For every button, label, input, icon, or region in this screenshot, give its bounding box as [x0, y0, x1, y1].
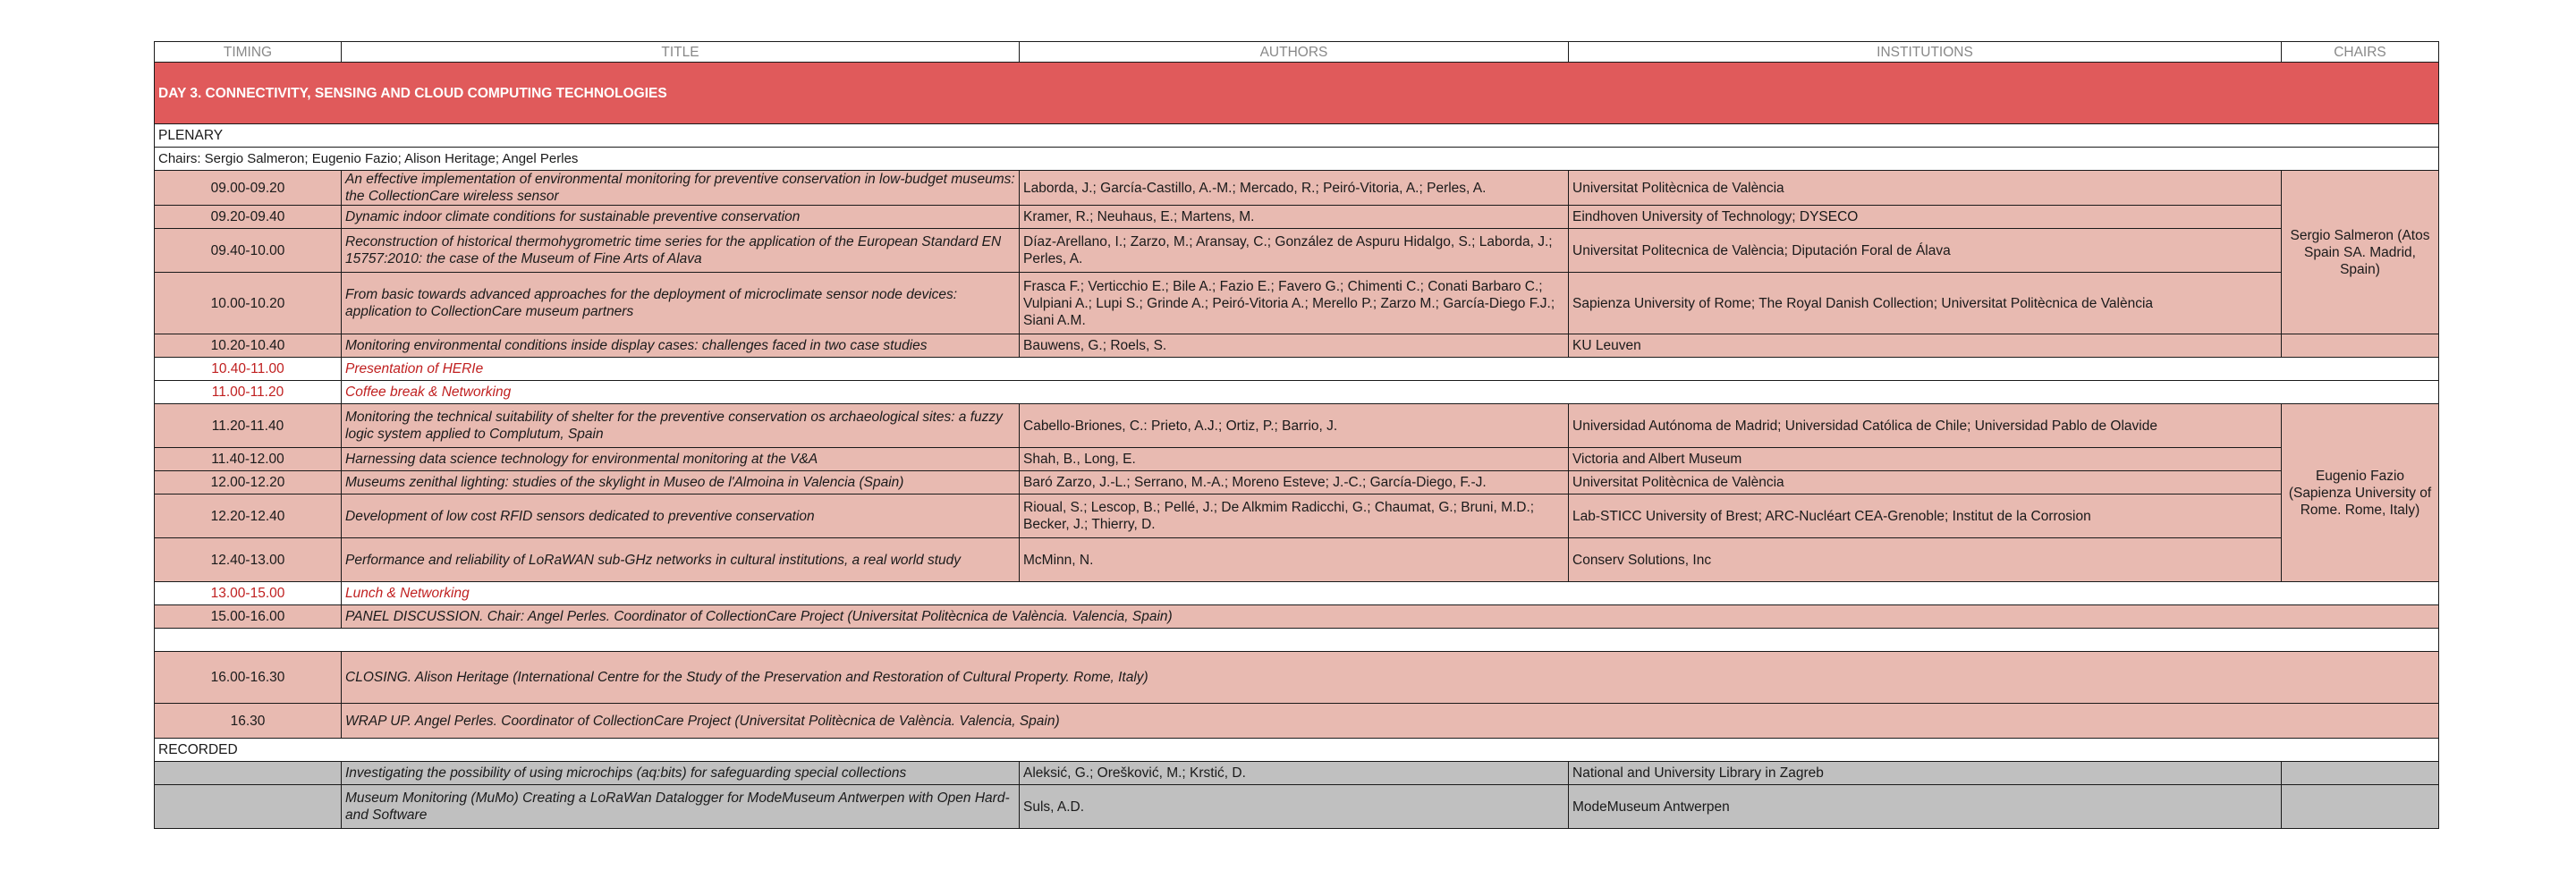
closing-text: CLOSING. Alison Heritage (International Centre for the Study of the Preservation and Restoration of Cultural Property. Rome, Italy) [342, 652, 2439, 704]
talk-institutions: Universitat Politecnica de València; Diputación Foral de Álava [1569, 229, 2282, 273]
talk-authors: Frasca F.; Verticchio E.; Bile A.; Fazio E.; Favero G.; Chimenti C.; Conati Barbaro C.; Vulpiani A.; Lupi S.; Grinde A.; Peiró-Vitoria A.; Merello P.; Zarzo M.; García-Diego F.J.; Siani A.M. [1020, 273, 1569, 334]
talk-time: 11.40-12.00 [155, 448, 342, 471]
talk-title: From basic towards advanced approaches for the deployment of microclimate sensor node devices: application to CollectionCare museum partners [342, 273, 1020, 334]
talk-time: 09.00-09.20 [155, 171, 342, 206]
recorded-time-empty [155, 785, 342, 829]
break-row [155, 582, 2439, 605]
recorded-title: Investigating the possibility of using microchips (aq:bits) for safeguarding special collections [342, 762, 1020, 785]
timing-header: TIMING [155, 42, 342, 63]
talk-title: Performance and reliability of LoRaWAN sub-GHz networks in cultural institutions, a real world study [342, 538, 1020, 582]
break-row [155, 358, 2439, 381]
table-row [155, 273, 2439, 334]
talk-authors: Rioual, S.; Lescop, B.; Pellé, J.; De Alkmim Radicchi, G.; Chaumat, G.; Bruni, M.D.; Becker, J.; Thierry, D. [1020, 494, 1569, 538]
session-chair: Sergio Salmeron (Atos Spain SA. Madrid, Spain) [2282, 171, 2439, 334]
talk-title: Museums zenithal lighting: studies of the skylight in Museo de l'Almoina in Valencia (Spain) [342, 471, 1020, 494]
wrapup-time: 16.30 [155, 704, 342, 739]
talk-institutions: Victoria and Albert Museum [1569, 448, 2282, 471]
talk-authors: Laborda, J.; García-Castillo, A.-M.; Mercado, R.; Peiró-Vitoria, A.; Perles, A. [1020, 171, 1569, 206]
table-row [155, 538, 2439, 582]
authors-header: AUTHORS [1020, 42, 1569, 63]
wrapup-text: WRAP UP. Angel Perles. Coordinator of CollectionCare Project (Universitat Politècnica de València. Valencia, Spain) [342, 704, 2439, 739]
break-label: Lunch & Networking [342, 582, 2439, 605]
recorded-title: Museum Monitoring (MuMo) Creating a LoRaWan Datalogger for ModeMuseum Antwerpen with Open Hard- and Software [342, 785, 1020, 829]
plenary-row [155, 124, 2439, 148]
talk-authors: Díaz-Arellano, I.; Zarzo, M.; Aransay, C.; González de Aspuru Hidalgo, S.; Laborda, J.; Perles, A. [1020, 229, 1569, 273]
break-label: Coffee break & Networking [342, 381, 2439, 404]
table-row [155, 171, 2439, 206]
recorded-authors: Aleksić, G.; Orešković, M.; Krstić, D. [1020, 762, 1569, 785]
title-header: TITLE [342, 42, 1020, 63]
program-table [154, 41, 2439, 829]
talk-time: 09.20-09.40 [155, 206, 342, 229]
table-row [155, 448, 2439, 471]
talk-institutions: Conserv Solutions, Inc [1569, 538, 2282, 582]
talk-title: Monitoring environmental conditions inside display cases: challenges faced in two case studies [342, 334, 1020, 358]
day-title: DAY 3. CONNECTIVITY, SENSING AND CLOUD COMPUTING TECHNOLOGIES [155, 63, 2439, 124]
recorded-institutions: National and University Library in Zagreb [1569, 762, 2282, 785]
recorded-chair-empty [2282, 785, 2439, 829]
table-row [155, 494, 2439, 538]
talk-authors: Kramer, R.; Neuhaus, E.; Martens, M. [1020, 206, 1569, 229]
panel-row [155, 605, 2439, 629]
talk-institutions: Universitat Politècnica de València [1569, 471, 2282, 494]
table-row [155, 334, 2439, 358]
recorded-institutions: ModeMuseum Antwerpen [1569, 785, 2282, 829]
talk-time: 12.00-12.20 [155, 471, 342, 494]
recorded-authors: Suls, A.D. [1020, 785, 1569, 829]
talk-time: 12.20-12.40 [155, 494, 342, 538]
panel-time: 15.00-16.00 [155, 605, 342, 629]
talk-institutions: Universidad Autónoma de Madrid; Universidad Católica de Chile; Universidad Pablo de Olavide [1569, 404, 2282, 448]
header-row [155, 42, 2439, 63]
talk-time: 10.00-10.20 [155, 273, 342, 334]
break-label: Presentation of HERIe [342, 358, 2439, 381]
talk-time: 11.20-11.40 [155, 404, 342, 448]
talk-institutions: Lab-STICC University of Brest; ARC-Nucléart CEA-Grenoble; Institut de la Corrosion [1569, 494, 2282, 538]
plenary-chairs: Chairs: Sergio Salmeron; Eugenio Fazio; Alison Heritage; Angel Perles [155, 148, 2439, 171]
talk-title: Development of low cost RFID sensors dedicated to preventive conservation [342, 494, 1020, 538]
talk-title: Harnessing data science technology for environmental monitoring at the V&A [342, 448, 1020, 471]
break-time: 10.40-11.00 [155, 358, 342, 381]
talk-time: 09.40-10.00 [155, 229, 342, 273]
table-row [155, 404, 2439, 448]
table-row [155, 471, 2439, 494]
talk-time: 12.40-13.00 [155, 538, 342, 582]
talk-authors: Cabello-Briones, C.: Prieto, A.J.; Ortiz, P.; Barrio, J. [1020, 404, 1569, 448]
recorded-label: RECORDED [155, 739, 2439, 762]
wrapup-row [155, 704, 2439, 739]
recorded-time-empty [155, 762, 342, 785]
talk-authors: Bauwens, G.; Roels, S. [1020, 334, 1569, 358]
break-time: 13.00-15.00 [155, 582, 342, 605]
table-row [155, 206, 2439, 229]
recorded-label-row [155, 739, 2439, 762]
day-title-row [155, 63, 2439, 124]
session-chair: Eugenio Fazio (Sapienza University of Rome. Rome, Italy) [2282, 404, 2439, 582]
closing-row [155, 652, 2439, 704]
closing-time: 16.00-16.30 [155, 652, 342, 704]
recorded-chair-empty [2282, 762, 2439, 785]
talk-authors: Baró Zarzo, J.-L.; Serrano, M.-A.; Moreno Esteve; J.-C.; García-Diego, F.-J. [1020, 471, 1569, 494]
talk-institutions: Sapienza University of Rome; The Royal Danish Collection; Universitat Politècnica de València [1569, 273, 2282, 334]
plenary-label: PLENARY [155, 124, 2439, 148]
talk-institutions: KU Leuven [1569, 334, 2282, 358]
spacer-cell [155, 629, 2439, 652]
recorded-row [155, 762, 2439, 785]
talk-title: Reconstruction of historical thermohygrometric time series for the application of the European Standard EN 15757:2010: the case of the Museum of Fine Arts of Alava [342, 229, 1020, 273]
break-row [155, 381, 2439, 404]
recorded-row [155, 785, 2439, 829]
talk-title: An effective implementation of environmental monitoring for preventive conservation in low-budget museums: the CollectionCare wireless sensor [342, 171, 1020, 206]
talk-authors: McMinn, N. [1020, 538, 1569, 582]
talk-title: Dynamic indoor climate conditions for sustainable preventive conservation [342, 206, 1020, 229]
chairs-header: CHAIRS [2282, 42, 2439, 63]
spacer-row [155, 629, 2439, 652]
talk-time: 10.20-10.40 [155, 334, 342, 358]
table-row [155, 229, 2439, 273]
panel-text: PANEL DISCUSSION. Chair: Angel Perles. Coordinator of CollectionCare Project (Universitat Politècnica de València. Valencia, Spain) [342, 605, 2439, 629]
institutions-header: INSTITUTIONS [1569, 42, 2282, 63]
talk-institutions: Universitat Politècnica de València [1569, 171, 2282, 206]
talk-institutions: Eindhoven University of Technology; DYSECO [1569, 206, 2282, 229]
talk-title: Monitoring the technical suitability of shelter for the preventive conservation os archaeological sites: a fuzzy logic system applied to Complutum, Spain [342, 404, 1020, 448]
break-time: 11.00-11.20 [155, 381, 342, 404]
talk-authors: Shah, B., Long, E. [1020, 448, 1569, 471]
chair-empty-cell [2282, 334, 2439, 358]
plenary-chairs-row [155, 148, 2439, 171]
